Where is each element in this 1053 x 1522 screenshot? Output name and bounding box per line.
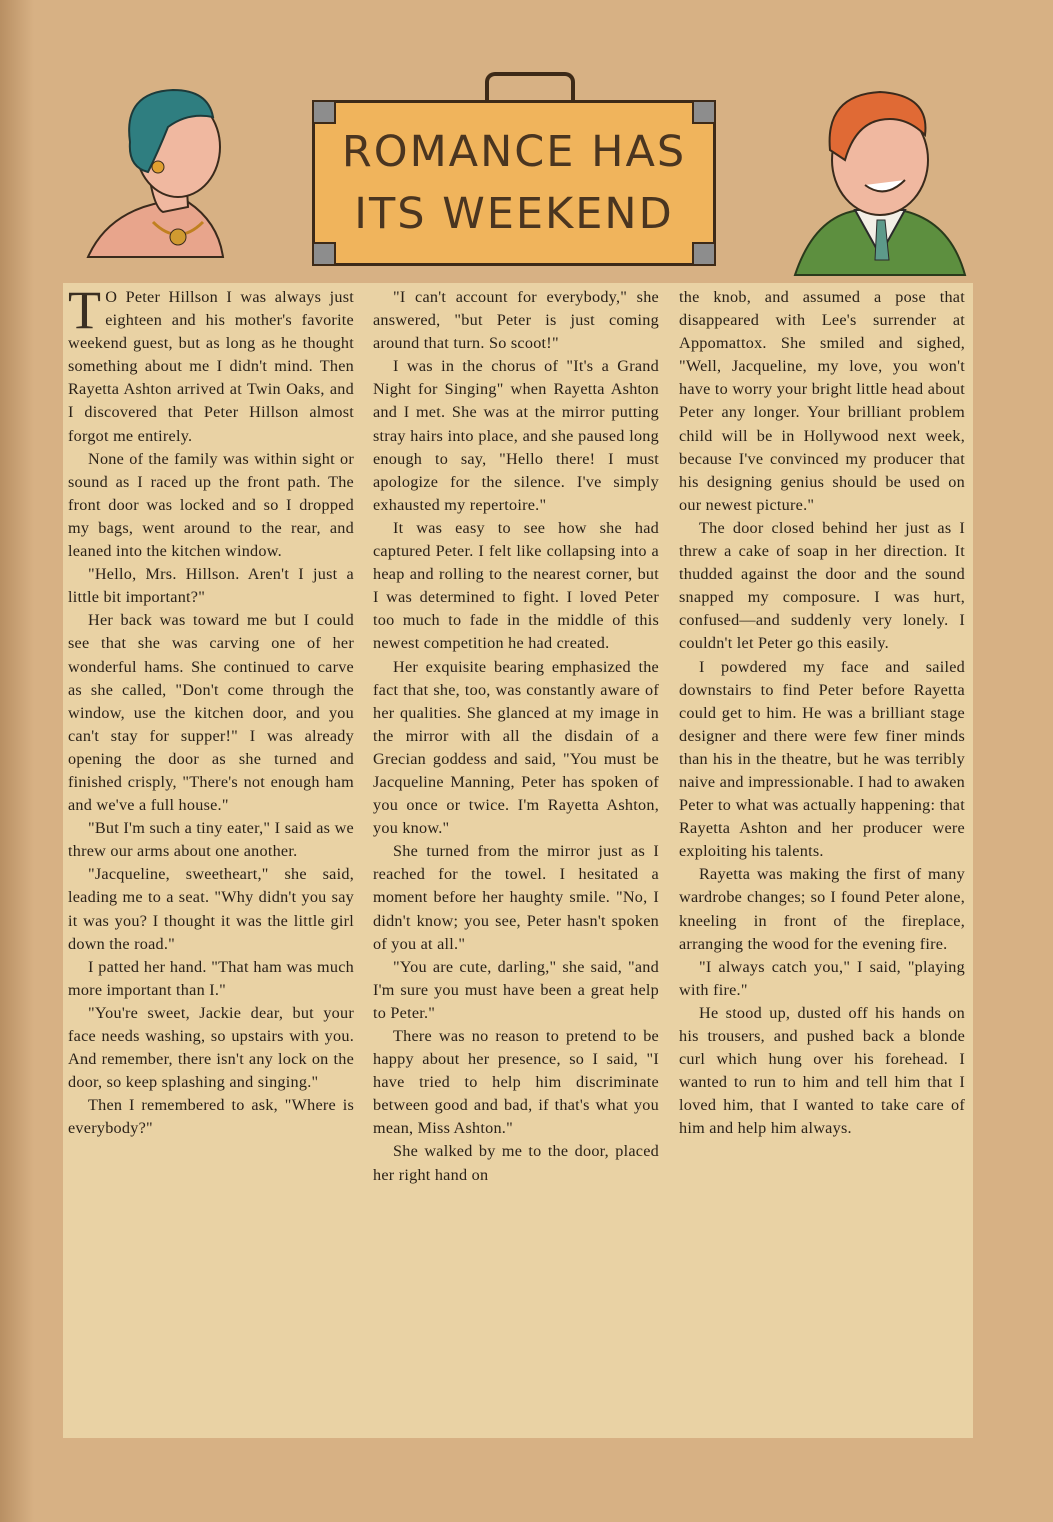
suitcase-corner: [692, 242, 716, 266]
paragraph: "I can't account for everybody," she answered, "but Peter is just coming around that turn. So scoot!": [373, 288, 659, 353]
paragraph: T O Peter Hillson I was always just eighteen and his mother's favorite weekend guest, but as long as he thought something about me I didn't mind. Then Rayetta Ashton arrived at Twin Oaks, and I discovered that Peter Hillson almost forgot me entirely.: [68, 280, 354, 445]
story-column-1: [68, 280, 354, 1140]
paragraph: Rayetta was making the first of many wardrobe changes; so I found Peter alone, kneeling in front of the fireplace, arranging the wood for the evening fire.: [679, 865, 965, 953]
drop-cap: T: [68, 280, 102, 340]
paragraph: "Hello, Mrs. Hillson. Aren't I just a little bit important?": [68, 565, 354, 607]
paragraph: I powdered my face and sailed downstairs to find Peter before Rayetta could get to him. He was a brilliant stage designer and there were few finer minds than his in the theatre, but he was terribly naive and impressionable. I had to awaken Peter to what was actually happening: that Rayetta Ashton and her producer were exploiting his talents.: [679, 657, 965, 861]
paragraph: "But I'm such a tiny eater," I said as we threw our arms about one another.: [68, 819, 354, 861]
man-portrait-illustration: [785, 80, 975, 280]
story-title-line-2: ITS WEEKEND: [354, 189, 674, 239]
paragraph: None of the family was within sight or sound as I raced up the front path. The front door was locked and so I dropped my bags, went around to the rear, and leaned into the kitchen window.: [68, 449, 354, 561]
paragraph: She turned from the mirror just as I reached for the towel. I hesitated a moment before her haughty smile. "No, I didn't know; you see, Peter hasn't spoken of you at all.": [373, 842, 659, 953]
paragraph: There was no reason to pretend to be happy about her presence, so I said, "I have tried to help him discriminate between good and bad, if that's what you mean, Miss Ashton.": [373, 1027, 659, 1138]
paragraph: "You are cute, darling," she said, "and I'm sure you must have been a great help to Peter.": [373, 957, 659, 1022]
suitcase-corner: [312, 100, 336, 124]
paragraph: I was in the chorus of "It's a Grand Night for Singing" when Rayetta Ashton and I met. She was at the mirror putting stray hairs into place, and she paused long enough to say, "Hello there! I must apologize for the silence. I've simply exhausted my repertoire.": [373, 357, 659, 514]
paragraph: Her back was toward me but I could see that she was carving one of her wonderful hams. She continued to carve as she called, "Don't come through the window, use the kitchen door, and you can't stay for supper!" I was already opening the door as she turned and finished crisply, "There's not enough ham and we've a full house.": [68, 611, 354, 815]
paragraph: "I always catch you," I said, "playing with fire.": [679, 957, 965, 999]
paragraph: It was easy to see how she had captured Peter. I felt like collapsing into a heap and rolling to the nearest corner, but I was determined to fight. I loved Peter too much to fade in the middle of this newest competition he had created.: [373, 518, 659, 653]
paragraph: I patted her hand. "That ham was much more important than I.": [68, 957, 354, 999]
paragraph: "Jacqueline, sweetheart," she said, leading me to a seat. "Why didn't you say it was you? I thought it was the little girl down the road.": [68, 865, 354, 953]
paragraph: Then I remembered to ask, "Where is everybody?": [68, 1096, 354, 1138]
woman-portrait-illustration: [68, 72, 268, 272]
page-binding-shadow: [0, 0, 34, 1522]
paragraph: "You're sweet, Jackie dear, but your face needs washing, so upstairs with you. And remember, there isn't any lock on the door, so keep splashing and singing.": [68, 1003, 354, 1092]
paragraph: The door closed behind her just as I threw a cake of soap in her direction. It thudded against the door and the sound snapped my composure. I was hurt, confused—and suddenly very lonely. I couldn't let Peter go this easily.: [679, 518, 965, 653]
suitcase-corner: [312, 242, 336, 266]
story-title-line-1: ROMANCE HAS: [341, 127, 687, 177]
story-column-3: [679, 286, 965, 1140]
paragraph: She walked by me to the door, placed her right hand on: [373, 1142, 659, 1184]
story-column-2: [373, 286, 659, 1187]
paragraph: He stood up, dusted off his hands on his trousers, and pushed back a blonde curl which hung over his forehead. I wanted to run to him and tell him that I loved him, that I wanted to take care of him and help him always.: [679, 1003, 965, 1138]
paragraph: the knob, and assumed a pose that disappeared with Lee's surrender at Appomattox. She smiled and sighed, "Well, Jacqueline, my love, you won't have to worry your bright little head about Peter any longer. Your brilliant problem child will be in Hollywood next week, because I've convinced my producer that his designing genius should be used on our newest picture.": [679, 288, 965, 514]
suitcase-corner: [692, 100, 716, 124]
paragraph: Her exquisite bearing emphasized the fact that she, too, was constantly aware of her qualities. She glanced at my image in the mirror with all the disdain of a Grecian goddess and said, "You must be Jacqueline Manning, Peter has spoken of you once or twice. I'm Rayetta Ashton, you know.": [373, 657, 659, 838]
title-suitcase-banner: [312, 100, 716, 266]
